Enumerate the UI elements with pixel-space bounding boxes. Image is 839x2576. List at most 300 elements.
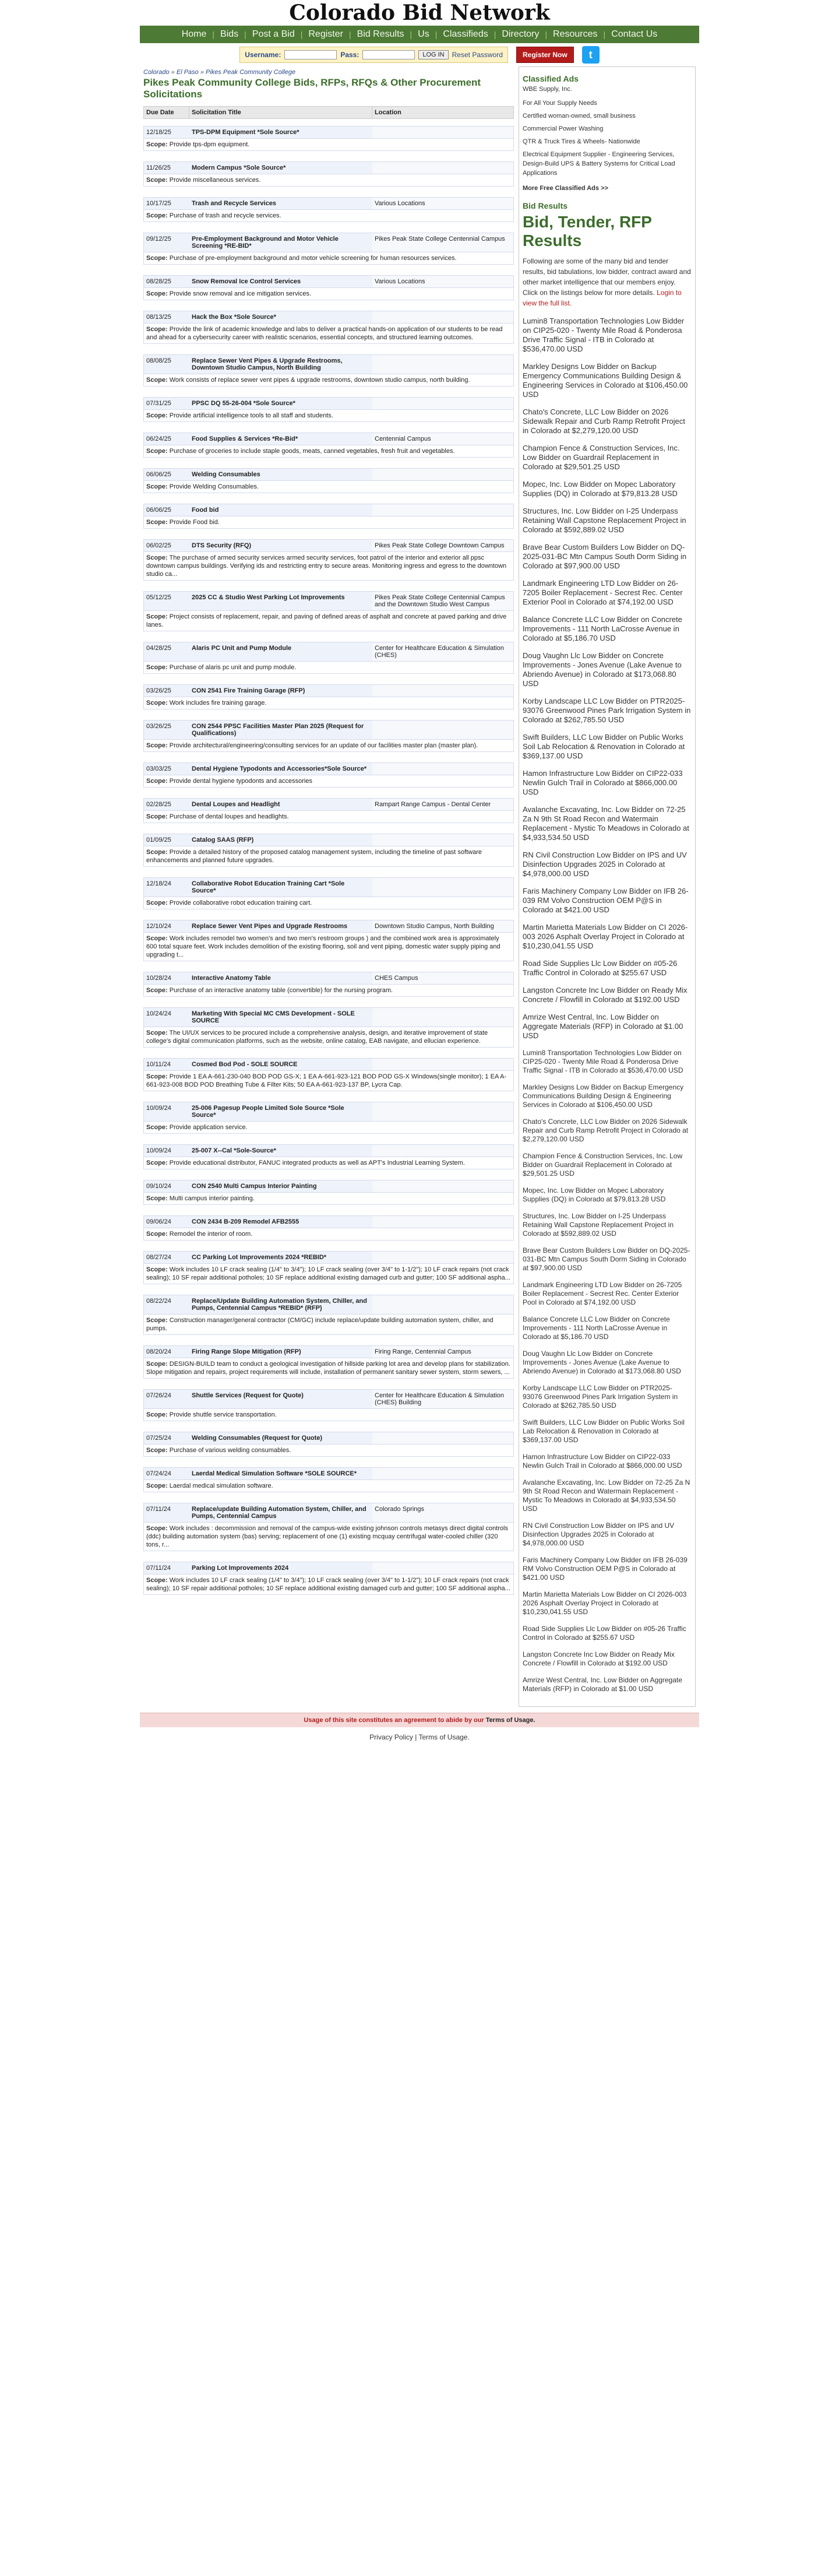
bid-spacer (143, 1460, 514, 1467)
terms-link[interactable]: Terms of Usage. (485, 1717, 535, 1724)
nav-item-post-a-bid[interactable]: Post a Bid (252, 29, 295, 39)
bid-row[interactable] (143, 354, 514, 374)
bid-title-link[interactable]: CON 2544 PPSC Facilities Master Plan 2025 (Request for Qualifications) (192, 723, 364, 737)
bid-location (372, 878, 513, 897)
bid-scope (143, 932, 514, 961)
nav-item-classifieds[interactable]: Classifieds (443, 29, 488, 39)
bid-due-date: 03/03/25 (146, 765, 171, 772)
password-label: Pass: (340, 51, 359, 59)
bid-result-link[interactable]: Landmark Engineering LTD Low Bidder on 26-7205 Boiler Replacement - Secrest Rec. Center Exterior Pool in Colorado at $74,192.00 USD (523, 1281, 682, 1306)
bid-row[interactable] (143, 1058, 514, 1070)
scope-label: Scope: (146, 448, 168, 455)
scope-label: Scope: (146, 412, 168, 419)
bid-result-link[interactable]: Road Side Supplies Llc Low Bidder on #05-26 Traffic Control in Colorado at $255.67 USD (523, 959, 678, 977)
bid-row[interactable] (143, 1251, 514, 1263)
bid-title-link[interactable]: Replace/update Building Automation System, Chiller, and Pumps, Centennial Campus (192, 1506, 366, 1520)
bid-spacer (143, 1598, 514, 1605)
bid-result-link[interactable]: Doug Vaughn Llc Low Bidder on Concrete Improvements - Jones Avenue (Lake Avenue to Abriendo Avenue) in Colorado at $173,068.80 USD (523, 1349, 681, 1375)
nav-item-bids[interactable]: Bids (220, 29, 239, 39)
scope-label: Scope: (146, 1482, 168, 1489)
bid-scope (143, 1263, 514, 1284)
login-bar (140, 43, 699, 66)
scope-label: Scope: (146, 813, 168, 820)
bid-result-link[interactable]: Hamon Infrastructure Low Bidder on CIP22-033 Newlin Gulch Trail in Colorado at $866,000.00 USD (523, 769, 683, 796)
bid-result-link[interactable]: Champion Fence & Construction Services, Inc. Low Bidder on Guardrail Replacement in Colorado at $29,501.25 USD (523, 444, 680, 471)
bid-entry (143, 684, 514, 709)
bid-result-link[interactable]: Chato's Concrete, LLC Low Bidder on 2026 Sidewalk Repair and Curb Ramp Retrofit Project in Colorado at $2,279,120.00 USD (523, 1117, 689, 1143)
bid-result-link[interactable]: Langston Concrete Inc Low Bidder on Ready Mix Concrete / Flowfill in Colorado at $192.00 USD (523, 986, 688, 1004)
bid-location: Various Locations (372, 276, 513, 287)
bid-title-link[interactable]: CC Parking Lot Improvements 2024 *REBID* (192, 1254, 327, 1261)
breadcrumb-item[interactable]: Pikes Peak Community College (206, 69, 296, 76)
bid-scope (143, 209, 514, 222)
scope-text: Work includes fire training garage. (169, 700, 267, 707)
bid-entry (143, 311, 514, 344)
bid-spacer (143, 347, 514, 354)
classified-sub: WBE Supply, Inc. (523, 86, 572, 93)
bid-row[interactable] (143, 1144, 514, 1157)
bid-row[interactable] (143, 972, 514, 984)
login-box (239, 47, 508, 63)
scope-label: Scope: (146, 377, 168, 384)
nav-item-resources[interactable]: Resources (553, 29, 598, 39)
bid-title-link[interactable]: Catalog SAAS (RFP) (192, 837, 254, 844)
bid-scope (143, 409, 514, 422)
scope-label: Scope: (146, 326, 168, 333)
bid-title-link[interactable]: Marketing With Special MC CMS Development - SOLE SOURCE (192, 1010, 355, 1024)
classified-item[interactable]: Electrical Equipment Supplier - Engineering Services, Design-Build UPS & Battery Systems for Critical Load Applications (523, 151, 675, 177)
bid-spacer (143, 532, 514, 539)
bid-entry (143, 1562, 514, 1595)
bid-row[interactable] (143, 233, 514, 252)
bid-row[interactable] (143, 591, 514, 610)
bid-row[interactable] (143, 877, 514, 897)
bid-location: Center for Healthcare Education & Simulation (CHES) Building (372, 1390, 513, 1408)
bid-location (372, 1252, 513, 1263)
bid-spacer (143, 426, 514, 433)
bid-spacer (143, 1244, 514, 1251)
login-button[interactable]: LOG IN (418, 50, 448, 59)
bid-result-link[interactable]: Markley Designs Low Bidder on Backup Emergency Communications Building Design & Engineering Services in Colorado at $106,450.00 USD (523, 362, 688, 399)
bid-result-link[interactable]: Brave Bear Custom Builders Low Bidder on DQ-2025-031-BC Mtn Campus South Dorm Siding in Colorado at $97,900.00 USD (523, 1246, 690, 1272)
bid-due-date: 04/28/25 (146, 645, 171, 652)
more-classified-link[interactable]: More Free Classified Ads >> (523, 185, 608, 192)
terms-of-usage-link[interactable]: Terms of Usage. (418, 1733, 470, 1741)
content-area (140, 66, 699, 1713)
bid-location (372, 162, 513, 174)
bid-row[interactable] (143, 397, 514, 409)
scope-label: Scope: (146, 1317, 168, 1324)
bid-title-link[interactable]: Parking Lot Improvements 2024 (192, 1565, 289, 1572)
bid-result-link[interactable]: Martin Marietta Materials Low Bidder on CI 2026-003 2026 Asphalt Overlay Project in Colorado at $10,230,041.55 USD (523, 923, 688, 950)
bid-row[interactable] (143, 275, 514, 287)
bid-title-link[interactable]: Laerdal Medical Simulation Software *SOLE SOURCE* (192, 1470, 357, 1477)
bid-scope (143, 1444, 514, 1457)
bid-title-link[interactable]: Replace Sewer Vent Pipes & Upgrade Restrooms, Downtown Studio Campus, North Building (192, 357, 343, 371)
bid-title-link[interactable]: Trash and Recycle Services (192, 200, 276, 207)
bid-row[interactable] (143, 834, 514, 846)
bid-result-link[interactable]: Amrize West Central, Inc. Low Bidder on Aggregate Materials (RFP) in Colorado at $1.00 USD (523, 1013, 683, 1040)
bid-title-link[interactable]: 2025 CC & Studio West Parking Lot Improvements (192, 594, 345, 601)
bid-result-link[interactable]: Brave Bear Custom Builders Low Bidder on DQ-2025-031-BC Mtn Campus South Dorm Siding in Colorado at $97,900.00 USD (523, 543, 687, 570)
bid-title-link[interactable]: Hack the Box *Sole Source* (192, 314, 276, 321)
bid-title-link[interactable]: Food Supplies & Services *Re-Bid* (192, 435, 298, 442)
bid-spacer (143, 1137, 514, 1144)
scope-text: Work includes remodel two women's and two men's restroom groups ) and the combined work area is approximately 600 total square feet. Work includes demolition of the existing flooring, soil and vent piping, domestic water supply piping and upgrading t... (146, 935, 500, 958)
bid-result-link[interactable]: Lumin8 Transportation Technologies Low Bidder on CIP25-020 - Twenty Mile Road & Ponderosa Drive Traffic Signal - ITB in Colorado at $536,470.00 USD (523, 1049, 683, 1074)
bid-result-link[interactable]: Hamon Infrastructure Low Bidder on CIP22-033 Newlin Gulch Trail in Colorado at $866,000.00 USD (523, 1453, 682, 1470)
bid-entry (143, 1180, 514, 1205)
bid-row[interactable] (143, 161, 514, 174)
bid-entry (143, 397, 514, 422)
bid-row[interactable] (143, 468, 514, 480)
bid-row[interactable] (143, 1345, 514, 1358)
bid-result-link[interactable]: Mopec, Inc. Low Bidder on Mopec Laboratory Supplies (DQ) in Colorado at $79,813.28 USD (523, 1186, 666, 1203)
scope-label: Scope: (146, 664, 168, 671)
bid-title-link[interactable]: Pre-Employment Background and Motor Vehicle Screening *RE-BID* (192, 236, 339, 249)
bid-location (372, 398, 513, 409)
bid-location (372, 504, 513, 516)
scope-label: Scope: (146, 483, 168, 490)
main-nav (140, 26, 699, 43)
scope-text: Work consists of replace sewer vent pipes & upgrade restrooms, downtown studio campus, north building. (169, 377, 470, 384)
bid-spacer (143, 1382, 514, 1389)
scope-text: Purchase of dental loupes and headlights. (169, 813, 289, 820)
scope-text: DESIGN-BUILD team to conduct a geological investigation of hillside parking lot area and develop plans for stabilization. Slope mitigation and repairs, project requirements will include, installation of permanent sanitary sewer system, storm sewers, ... (146, 1361, 510, 1376)
nav-item-bid-results[interactable]: Bid Results (357, 29, 404, 39)
scope-label: Scope: (146, 1411, 168, 1418)
bid-title-link[interactable]: Snow Removal Ice Control Services (192, 278, 301, 285)
bid-title-link[interactable]: Firing Range Slope Mitigation (RFP) (192, 1348, 301, 1355)
bid-title-link[interactable]: Welding Consumables (192, 471, 260, 478)
bid-row[interactable] (143, 197, 514, 209)
bid-entry (143, 275, 514, 300)
scope-label: Scope: (146, 1195, 168, 1202)
bid-title-link[interactable]: Modern Campus *Sole Source* (192, 164, 286, 171)
bid-result-link[interactable]: Amrize West Central, Inc. Low Bidder on Aggregate Materials (RFP) in Colorado at $1.00 USD (523, 1676, 682, 1693)
bid-row[interactable] (143, 433, 514, 445)
nav-separator: | (300, 30, 303, 39)
bid-result-link[interactable]: Balance Concrete LLC Low Bidder on Concrete Improvements - 111 North LaCrosse Avenue in Colorado at $5,186.70 USD (523, 1315, 670, 1341)
bid-spacer (143, 965, 514, 972)
bid-spacer (143, 226, 514, 233)
username-label: Username: (245, 51, 281, 59)
bid-spacer (143, 713, 514, 720)
bid-spacer (143, 190, 514, 197)
nav-separator: | (348, 30, 351, 39)
classified-item[interactable]: Commercial Power Washing (523, 125, 604, 132)
bid-row[interactable] (143, 798, 514, 810)
bid-location (372, 1145, 513, 1157)
bid-spacer (143, 1000, 514, 1007)
bid-result-link[interactable]: Faris Machinery Company Low Bidder on IFB 26-039 RM Volvo Construction OEM P@S in Colorado at $421.00 USD (523, 887, 689, 914)
bid-location (372, 1216, 513, 1228)
scope-text: Provide Welding Consumables. (169, 483, 259, 490)
bid-title-link[interactable]: Welding Consumables (Request for Quote) (192, 1435, 323, 1442)
bid-spacer (143, 390, 514, 397)
bid-due-date: 10/24/24 (146, 1010, 171, 1017)
bid-result-link[interactable]: Lumin8 Transportation Technologies Low Bidder on CIP25-020 - Twenty Mile Road & Ponderosa Drive Traffic Signal - ITB in Colorado at $536,470.00 USD (523, 317, 685, 353)
bid-title-link[interactable]: Alaris PC Unit and Pump Module (192, 645, 292, 652)
bid-row[interactable] (143, 504, 514, 516)
bid-spacer (143, 461, 514, 468)
nav-item-contact-us[interactable]: Contact Us (611, 29, 658, 39)
bid-due-date: 07/31/25 (146, 400, 171, 407)
bid-result-link[interactable]: Martin Marietta Materials Low Bidder on CI 2026-003 2026 Asphalt Overlay Project in Colorado at $10,230,041.55 USD (523, 1590, 687, 1616)
bid-entry (143, 197, 514, 222)
scope-text: Provide architectural/engineering/consulting services for an update of our facilities master plan (master plan). (169, 742, 478, 749)
bid-result-link[interactable]: Korby Landscape LLC Low Bidder on PTR2025-93076 Greenwood Pines Park Irrigation System in Colorado at $262,785.50 USD (523, 697, 691, 724)
bid-row[interactable] (143, 1562, 514, 1574)
bid-row[interactable] (143, 1180, 514, 1192)
bid-title-link[interactable]: CON 2541 Fire Training Garage (RFP) (192, 687, 305, 694)
bid-location: Downtown Studio Campus, North Building (372, 920, 513, 932)
bid-location: Center for Healthcare Education & Simulation (CHES) (372, 642, 513, 661)
classified-item[interactable]: QTR & Truck Tires & Wheels- Nationwide (523, 138, 640, 145)
bid-row[interactable] (143, 762, 514, 775)
bid-title-link[interactable]: 25-007 X--Cal *Sole-Source* (192, 1147, 276, 1154)
scope-label: Scope: (146, 141, 168, 148)
classified-item[interactable]: Certified woman-owned, small business (523, 113, 636, 120)
bid-location (372, 1059, 513, 1070)
scope-text: Construction manager/general contractor (CM/GC) include replace/update building automation system, chiller, and pumps. (146, 1317, 493, 1332)
bid-result-link[interactable]: Structures, Inc. Low Bidder on I-25 Underpass Retaining Wall Capstone Replacement Project in Colorado at $592,889.02 USD (523, 1212, 674, 1238)
bid-result-link[interactable]: Swift Builders, LLC Low Bidder on Public Works Soil Lab Relocation & Renovation in Colorado at $369,137.00 USD (523, 1418, 685, 1444)
scope-label: Scope: (146, 742, 168, 749)
bid-scope (143, 1358, 514, 1379)
bid-due-date: 07/26/24 (146, 1392, 171, 1399)
bid-title-link[interactable]: Replace Sewer Vent Pipes and Upgrade Restrooms (192, 923, 348, 930)
bid-title-link[interactable]: DTS Security (RFQ) (192, 542, 252, 549)
scope-text: Work includes 10 LF crack sealing (1/4" to 3/4"); 10 LF crack sealing (over 3/4" to 1-1/2"); 10 LF crack repairs (not crack sealing); 10 SF repair additional potholes; 10 SF replace additional existing damaged curb and gutter; 100 SF additional aspha... (146, 1577, 510, 1592)
bid-result-link[interactable]: Road Side Supplies Llc Low Bidder on #05-26 Traffic Control in Colorado at $255.67 USD (523, 1625, 686, 1642)
bid-scope (143, 846, 514, 867)
bid-title-link[interactable]: CON 2540 Multi Campus Interior Painting (192, 1183, 317, 1190)
bid-title-link[interactable]: CON 2434 B-209 Remodel AFB2555 (192, 1218, 299, 1225)
bid-spacer (143, 677, 514, 684)
bid-due-date: 12/18/25 (146, 129, 171, 136)
bid-entry (143, 1058, 514, 1091)
scope-text: Provide Food bid. (169, 519, 220, 526)
bid-entry (143, 1503, 514, 1551)
nav-separator: | (410, 30, 413, 39)
bid-due-date: 07/25/24 (146, 1435, 171, 1442)
scope-text: Provide collaborative robot education training cart. (169, 899, 312, 906)
bid-location: Various Locations (372, 198, 513, 209)
breadcrumb-item[interactable]: El Paso (176, 69, 199, 76)
bid-due-date: 09/10/24 (146, 1183, 171, 1190)
username-input[interactable] (284, 50, 337, 59)
bid-result-link[interactable]: Swift Builders, LLC Low Bidder on Public Works Soil Lab Relocation & Renovation in Colorado at $369,137.00 USD (523, 733, 685, 760)
bid-title-link[interactable]: TPS-DPM Equipment *Sole Source* (192, 129, 299, 136)
bid-title-link[interactable]: Shuttle Services (Request for Quote) (192, 1392, 304, 1399)
nav-separator: | (212, 30, 215, 39)
bid-result-link[interactable]: Markley Designs Low Bidder on Backup Emergency Communications Building Design & Engineering Services in Colorado at $106,450.00 USD (523, 1083, 684, 1109)
bid-title-link[interactable]: 25-006 Pagesup People Limited Sole Source *Sole Source* (192, 1105, 344, 1119)
bid-scope (143, 897, 514, 909)
bid-spacer (143, 497, 514, 504)
bid-spacer (143, 1555, 514, 1562)
scope-label: Scope: (146, 1231, 168, 1238)
bid-location (372, 763, 513, 775)
bid-due-date: 06/06/25 (146, 507, 171, 514)
bid-due-date: 10/17/25 (146, 200, 171, 207)
results-list (523, 317, 692, 1693)
bid-result-link[interactable]: RN Civil Construction Low Bidder on IPS and UV Disinfection Upgrades 2025 in Colorado at $4,978,000.00 USD (523, 851, 687, 878)
bid-row[interactable] (143, 642, 514, 661)
bid-spacer (143, 1338, 514, 1345)
privacy-link[interactable]: Privacy Policy (369, 1733, 413, 1741)
bid-location (372, 311, 513, 323)
bid-row[interactable] (143, 1007, 514, 1027)
bid-location (372, 1468, 513, 1479)
scope-label: Scope: (146, 778, 168, 785)
reset-password-link[interactable]: Reset Password (452, 51, 503, 59)
bid-result-link[interactable]: Langston Concrete Inc Low Bidder on Ready Mix Concrete / Flowfill in Colorado at $192.00 USD (523, 1650, 675, 1667)
bid-title-link[interactable]: Food bid (192, 507, 219, 514)
bid-result-link[interactable]: Avalanche Excavating, Inc. Low Bidder on 72-25 Za N 9th St Road Recon and Watermain Replacement - Mystic To Meadows in Colorado at $4,933,534.50 USD (523, 1478, 690, 1513)
nav-separator: | (244, 30, 246, 39)
bid-scope (143, 480, 514, 493)
bid-due-date: 10/28/24 (146, 975, 171, 982)
nav-item-directory[interactable]: Directory (502, 29, 540, 39)
col-due-date: Due Date (144, 107, 189, 119)
bid-result-link[interactable]: Chato's Concrete, LLC Low Bidder on 2026 Sidewalk Repair and Curb Ramp Retrofit Project in Colorado at $2,279,120.00 USD (523, 407, 685, 435)
bid-title-link[interactable]: Collaborative Robot Education Training Cart *Sole Source* (192, 880, 345, 894)
bid-entry (143, 920, 514, 961)
bid-entry (143, 877, 514, 909)
bid-scope (143, 174, 514, 187)
scope-text: Purchase of groceries to include staple goods, meats, canned vegetables, fresh fruit and vegetables. (169, 448, 455, 455)
bid-results-intro (523, 256, 692, 308)
bid-result-link[interactable]: RN Civil Construction Low Bidder on IPS and UV Disinfection Upgrades 2025 in Colorado at $4,978,000.00 USD (523, 1521, 675, 1547)
site-header (140, 0, 699, 26)
bid-scope (143, 374, 514, 386)
nav-separator: | (435, 30, 438, 39)
scope-label: Scope: (146, 177, 168, 184)
footer-separator: | (415, 1733, 417, 1741)
bid-due-date: 06/02/25 (146, 542, 171, 549)
password-input[interactable] (362, 50, 415, 59)
bid-scope (143, 661, 514, 674)
bid-due-date: 10/09/24 (146, 1105, 171, 1112)
scope-text: Work includes : decommission and removal of the campus-wide existing johnson controls metasys direct digital controls (ddc) building automation system (bas) serving; replacement of one (1) existing mcquay centrifugal water-cooled chiller (320 tons, r... (146, 1525, 508, 1548)
breadcrumb (143, 69, 514, 76)
scope-text: Purchase of an interactive anatomy table (convertible) for the nursing program. (169, 987, 393, 994)
bid-result-link[interactable]: Champion Fence & Construction Services, Inc. Low Bidder on Guardrail Replacement in Colorado at $29,501.25 USD (523, 1152, 683, 1178)
bid-entry (143, 126, 514, 151)
site-title[interactable]: Colorado Bid Network (289, 1, 550, 25)
scope-text: Remodel the interior of room. (169, 1231, 253, 1238)
bid-row[interactable] (143, 1295, 514, 1314)
bid-row[interactable] (143, 126, 514, 138)
bid-row[interactable] (143, 920, 514, 932)
twitter-icon[interactable]: t (582, 46, 600, 64)
scope-label: Scope: (146, 613, 168, 620)
bid-result-link[interactable]: Balance Concrete LLC Low Bidder on Concrete Improvements - 111 North LaCrosse Avenue in Colorado at $5,186.70 USD (523, 615, 682, 642)
nav-item-us[interactable]: Us (418, 29, 429, 39)
bid-result-link[interactable]: Doug Vaughn Llc Low Bidder on Concrete Improvements - Jones Avenue (Lake Avenue to Abriendo Avenue) in Colorado at $173,068.80 USD (523, 651, 682, 688)
scope-label: Scope: (146, 1073, 168, 1080)
bid-row[interactable] (143, 684, 514, 697)
bid-entry (143, 433, 514, 458)
bid-scope (143, 984, 514, 997)
bid-location (372, 685, 513, 697)
bid-title-link[interactable]: PPSC DQ 55-26-004 *Sole Source* (192, 400, 295, 407)
bid-result-link[interactable]: Faris Machinery Company Low Bidder on IFB 26-039 RM Volvo Construction OEM P@S in Colorado at $421.00 USD (523, 1556, 688, 1582)
scope-text: Purchase of trash and recycle services. (169, 212, 281, 219)
bid-entry (143, 1295, 514, 1335)
bid-title-link[interactable]: Dental Hygiene Typodonts and Accessories*Sole Source* (192, 765, 367, 772)
bid-location (372, 1432, 513, 1444)
bid-due-date: 10/11/24 (146, 1061, 171, 1068)
bid-title-link[interactable]: Cosmed Bod Pod - SOLE SOURCE (192, 1061, 298, 1068)
bid-row[interactable] (143, 1389, 514, 1408)
bid-spacer (143, 870, 514, 877)
bid-due-date: 08/20/24 (146, 1348, 171, 1355)
classified-item[interactable]: For All Your Supply Needs (523, 100, 597, 107)
bid-location (372, 1562, 513, 1574)
scope-label: Scope: (146, 554, 168, 561)
register-now-button[interactable]: Register Now (516, 47, 574, 63)
bid-due-date: 01/09/25 (146, 837, 171, 844)
bid-row[interactable] (143, 720, 514, 739)
scope-text: Provide the link of academic knowledge and labs to deliver a practical hands-on application of our students to be read and ahead for a cybersecurity career with realistic scenarios, essential concepts, and structured learning outcomes. (146, 326, 503, 341)
col-location: Location (372, 107, 514, 119)
login-link[interactable]: Login to view the full list. (523, 289, 682, 307)
bid-location: CHES Campus (372, 972, 513, 984)
bid-scope (143, 323, 514, 344)
scope-label: Scope: (146, 849, 168, 856)
bid-result-link[interactable]: Korby Landscape LLC Low Bidder on PTR2025-93076 Greenwood Pines Park Irrigation System in Colorado at $262,785.50 USD (523, 1384, 678, 1410)
bid-due-date: 08/08/25 (146, 357, 171, 364)
bid-row[interactable] (143, 1503, 514, 1522)
bid-due-date: 09/12/25 (146, 236, 171, 243)
scope-text: Project consists of replacement, repair, and paving of defined areas of asphalt and concrete at paved parking and drive lanes. (146, 613, 507, 628)
nav-item-home[interactable]: Home (181, 29, 207, 39)
bids-table-header (143, 106, 514, 119)
bid-entry (143, 1432, 514, 1457)
bid-spacer (143, 1288, 514, 1295)
scope-label: Scope: (146, 1361, 168, 1368)
bid-title-link[interactable]: Interactive Anatomy Table (192, 975, 271, 982)
bid-row[interactable] (143, 311, 514, 323)
bid-row[interactable] (143, 1102, 514, 1121)
scope-text: Multi campus interior painting. (169, 1195, 255, 1202)
bid-title-link[interactable]: Dental Loupes and Headlight (192, 801, 280, 808)
scope-label: Scope: (146, 255, 168, 262)
bid-row[interactable] (143, 1467, 514, 1479)
bid-result-link[interactable]: Mopec, Inc. Low Bidder on Mopec Laboratory Supplies (DQ) in Colorado at $79,813.28 USD (523, 480, 678, 498)
bid-row[interactable] (143, 1215, 514, 1228)
scope-text: Provide 1 EA A-661-230-040 BOD POD GS-X; 1 EA A-661-923-121 BOD POD GS-X Windows(single monitor); 1 EA A-661-923-008 BOD POD Breathing Tube & Filter Kits; 50 EA A-661-923-137 BP, Lycra Cap. (146, 1073, 507, 1088)
bid-scope (143, 1070, 514, 1091)
scope-label: Scope: (146, 987, 168, 994)
breadcrumb-item[interactable]: Colorado (143, 69, 170, 76)
bid-row[interactable] (143, 1432, 514, 1444)
bid-location (372, 1008, 513, 1027)
bid-due-date: 09/06/24 (146, 1218, 171, 1225)
bid-row[interactable] (143, 539, 514, 551)
scope-text: Provide shuttle service transportation. (169, 1411, 277, 1418)
footer-agreement (140, 1713, 699, 1727)
bid-result-link[interactable]: Landmark Engineering LTD Low Bidder on 26-7205 Boiler Replacement - Secrest Rec. Center Exterior Pool in Colorado at $74,192.00 USD (523, 579, 683, 606)
bid-location (372, 721, 513, 739)
bid-result-link[interactable]: Structures, Inc. Low Bidder on I-25 Underpass Retaining Wall Capstone Replacement Project in Colorado at $592,889.02 USD (523, 507, 686, 534)
bid-result-link[interactable]: Avalanche Excavating, Inc. Low Bidder on 72-25 Za N 9th St Road Recon and Watermain Replacement - Mystic To Meadows in Colorado at $4,933,534.50 USD (523, 805, 689, 842)
nav-item-register[interactable]: Register (308, 29, 343, 39)
bid-title-link[interactable]: Replace/Update Building Automation System, Chiller, and Pumps, Centennial Campus *REBID* (RFP) (192, 1298, 367, 1312)
